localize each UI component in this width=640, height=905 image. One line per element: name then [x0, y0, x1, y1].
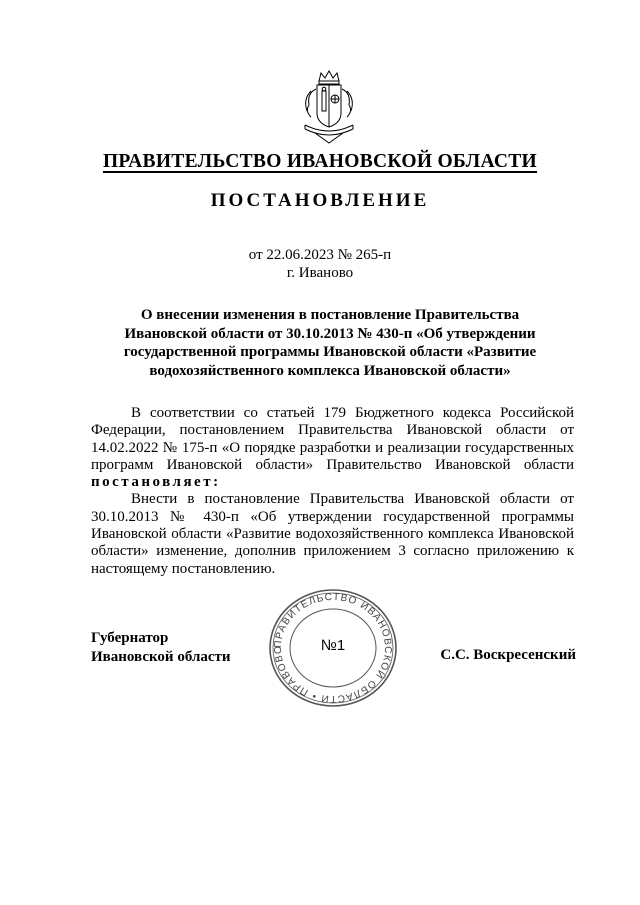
official-seal-icon	[263, 588, 403, 708]
body-paragraph-1	[91, 405, 574, 491]
keyword-colon: :	[213, 474, 221, 491]
document-body	[91, 405, 574, 578]
city: г. Иваново	[286, 265, 354, 281]
position-line: Ивановской области	[91, 648, 231, 665]
document-type-title: ПОСТАНОВЛЕНИЕ	[210, 190, 430, 211]
document-subject	[100, 306, 560, 380]
signatory-name: С.С. Воскресенский	[440, 647, 576, 663]
subject-line: государственной программы Ивановской области «Развитие	[123, 344, 537, 360]
date-number: от 22.06.2023 № 265-п	[248, 247, 392, 263]
organization-title: ПРАВИТЕЛЬСТВО ИВАНОВСКОЙ ОБЛАСТИ	[102, 151, 538, 172]
position-line: Губернатор	[91, 630, 169, 646]
resolves-keyword: постановляет	[91, 474, 214, 491]
subject-line: О внесении изменения в постановление Правительства	[140, 307, 520, 323]
subject-line: водохозяйственного комплекса Ивановской области»	[149, 362, 511, 379]
subject-line: Ивановской области от 30.10.2013 № 430-п «Об утверждении	[124, 325, 536, 342]
seal-ring-text: ПРАВИТЕЛЬСТВО ИВАНОВСКОЙ ОБЛАСТИ • ПРАВОВО	[272, 591, 394, 705]
paragraph-text: В соответствии со статьей 179 Бюджетного кодекса Российской Федерации, постановлением Правительства Ивановской области от 14.02.2022 № 175-п «О порядке разработки и реализации государственных программ Ивановской области» Правительство Ивановской области	[91, 405, 574, 473]
seal-number: №1	[320, 637, 346, 654]
signatory-position	[91, 629, 231, 666]
coat-of-arms-icon	[297, 67, 361, 147]
body-paragraph-2: Внести в постановление Правительства Ивановской области от 30.10.2013 № 430-п «Об утверждении государственной программы Ивановской области «Развитие водохозяйственного комплекса Ивановской области» изменение, дополнив приложением 3 согласно приложению к настоящему постановлению.	[91, 491, 574, 577]
